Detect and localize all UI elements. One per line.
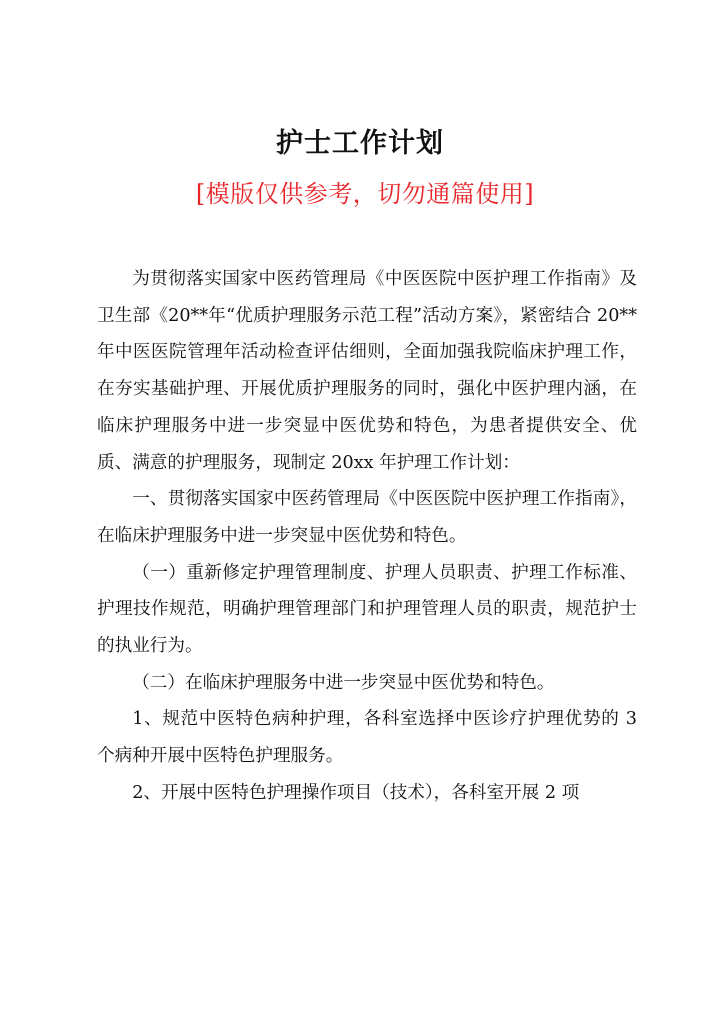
template-disclaimer: [模版仅供参考，切勿通篇使用] [195, 180, 535, 208]
item-paragraph-2: 2、开展中医特色护理操作项目（技术），各科室开展 2 项 [132, 782, 580, 803]
document-body [97, 261, 637, 812]
item-paragraph-1: 1、规范中医特色病种护理，各科室选择中医诊疗护理优势的 3 个病种开展中医特色护理服务。 [97, 709, 637, 767]
section-heading-1: 一、贯彻落实国家中医药管理局《中医医院中医护理工作指南》，在临床护理服务中进一步突显中医优势和特色。 [97, 489, 637, 546]
document-title: 护士工作计划 [276, 128, 444, 159]
subsection-heading-2: （二）在临床护理服务中进一步突显中医优势和特色。 [132, 672, 555, 693]
subsection-paragraph-1: （一）重新修定护理管理制度、护理人员职责、护理工作标准、护理技作规范，明确护理管理部门和护理管理人员的职责，规范护士的执业行为。 [97, 562, 637, 657]
intro-paragraph: 为贯彻落实国家中医药管理局《中医医院中医护理工作指南》及卫生部《20**年“优质护理服务示范工程”活动方案》，紧密结合 20**年中医医院管理年活动检查评估细则，全面加强我院临床护理工作，在夯实基础护理、开展优质护理服务的同时，强化中医护理内涵，在临床护理服务中进一步突显中医优势和特色，为患者提供安全、优质、满意的护理服务，现制定 20xx 年护理工作计划： [97, 269, 637, 473]
